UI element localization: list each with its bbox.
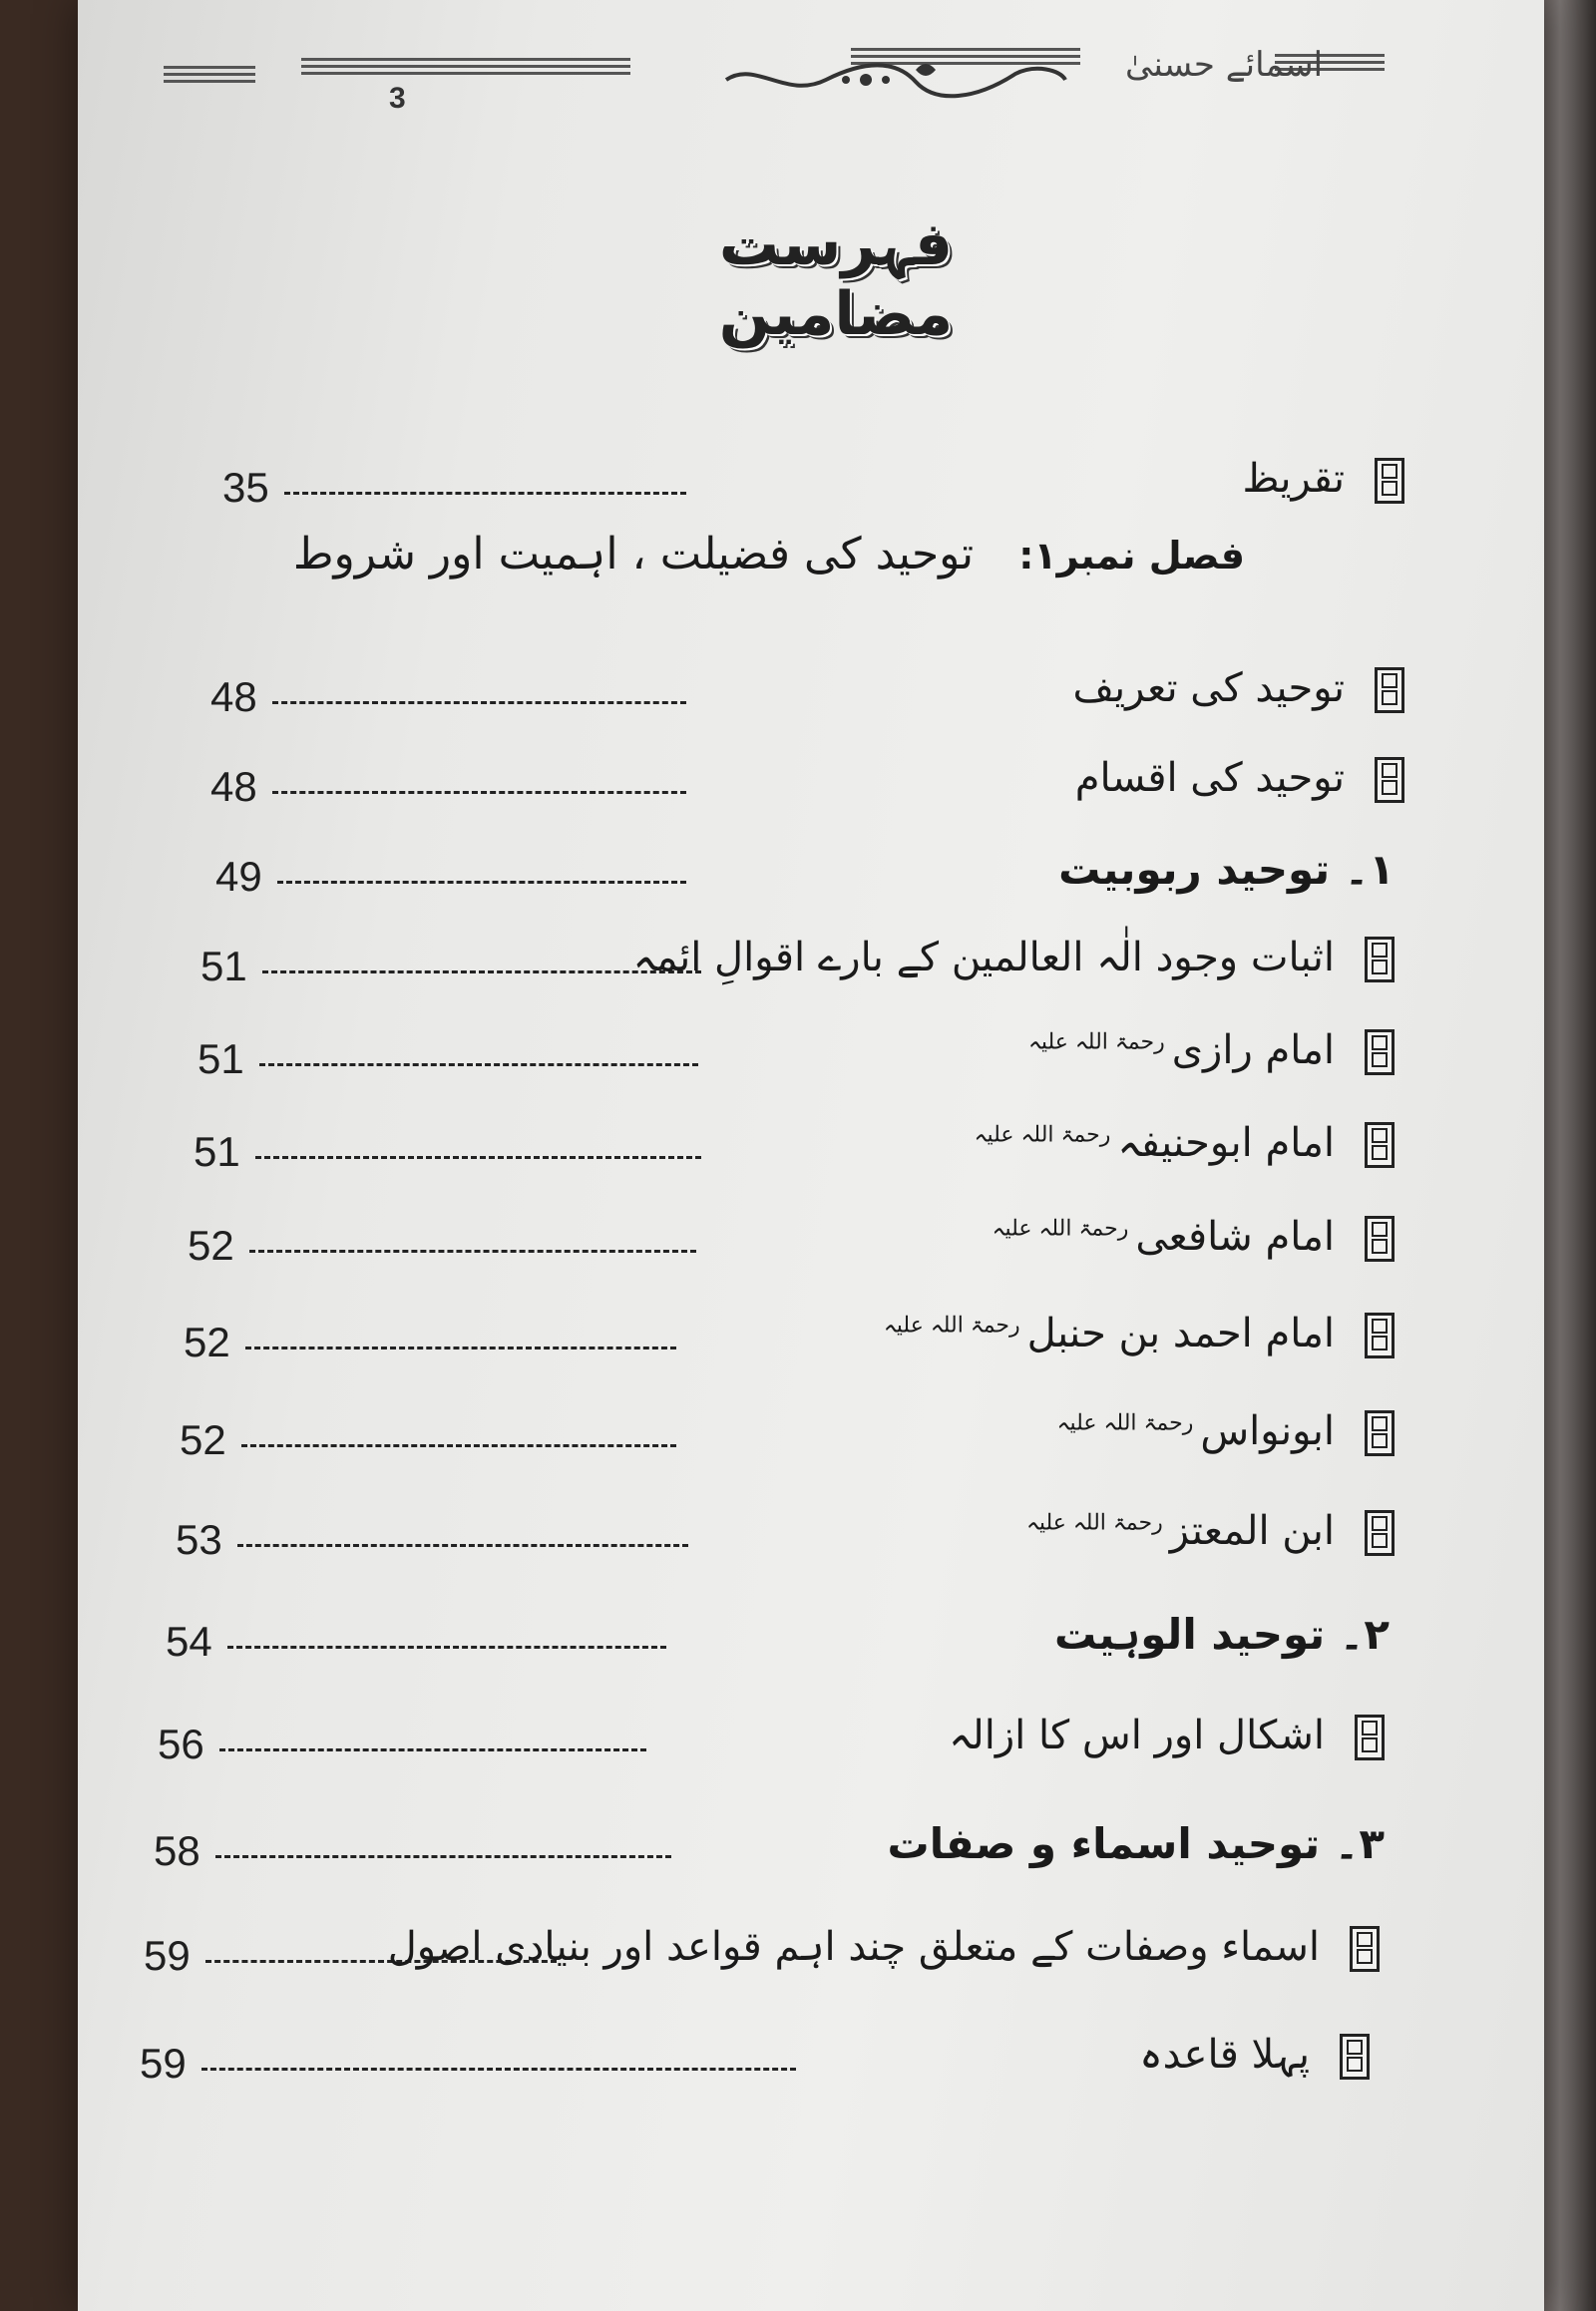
toc-leader-dots <box>272 701 686 704</box>
toc-entry-text: ابونواس <box>1200 1408 1335 1454</box>
honorific-text: رحمۃ اللہ علیہ <box>992 1216 1136 1242</box>
toc-entry-text: تقریظ <box>1242 456 1345 502</box>
header-rule-left <box>164 66 255 86</box>
toc-entry-text: اسماء وصفات کے متعلق چند اہم قواعد اور بنیادی اصول <box>387 1924 1320 1970</box>
toc-leader-dots <box>284 492 686 495</box>
toc-entry-label <box>975 1120 1335 1166</box>
toc-leader-dots <box>227 1646 666 1649</box>
bullet-box-icon <box>1365 937 1395 982</box>
bullet-box-icon <box>1355 1715 1385 1760</box>
toc-entry-text: امام احمد بن حنبل <box>1026 1311 1335 1356</box>
toc-entry-text: اشکال اور اس کا ازالہ <box>949 1713 1325 1758</box>
toc-leader-dots <box>201 2068 796 2071</box>
toc-entry-label <box>1073 665 1345 711</box>
toc-entry-label <box>1057 1408 1335 1454</box>
bullet-box-icon <box>1365 1122 1395 1168</box>
chapter-label: فصل نمبر۱: <box>1018 534 1245 578</box>
toc-leader-dots <box>259 1063 698 1066</box>
toc-leader-dots <box>249 1250 696 1253</box>
toc-entry-label <box>1054 1610 1390 1659</box>
bullet-box-icon <box>1365 1029 1395 1075</box>
chapter-heading <box>293 529 1245 579</box>
toc-page-number: 59 <box>144 1932 191 1979</box>
header-ornament-icon <box>716 50 1075 110</box>
toc-entry-text: پہلا قاعدہ <box>1139 2032 1310 2078</box>
toc-leader-dots <box>245 1347 676 1349</box>
toc-entry-label <box>1058 845 1395 894</box>
page-title: فہرست مضامین <box>718 209 954 349</box>
toc-page-number: 51 <box>194 1128 240 1175</box>
bullet-box-icon <box>1350 1926 1380 1972</box>
toc-entry-text: توحید کی اقسام <box>1074 755 1345 801</box>
honorific-text: رحمۃ اللہ علیہ <box>1025 1510 1170 1536</box>
toc-entry-text: ۲۔ توحید الوہیت <box>1054 1610 1390 1659</box>
chapter-title: توحید کی فضیلت ، اہمیت اور شروط <box>292 529 975 579</box>
toc-leader-dots <box>241 1444 676 1447</box>
toc-entry-text: ابن المعتز <box>1169 1508 1335 1554</box>
toc-entry-label <box>1242 456 1345 502</box>
bullet-box-icon <box>1375 757 1404 803</box>
toc-page-number: 51 <box>200 943 247 989</box>
toc-page-number: 49 <box>215 853 262 900</box>
toc-leader-dots <box>255 1156 701 1159</box>
bullet-box-icon <box>1365 1313 1395 1358</box>
bullet-box-icon <box>1375 458 1404 504</box>
toc-page-number: 56 <box>158 1721 204 1767</box>
toc-entry-text: امام ابوحنیفہ <box>1117 1120 1335 1166</box>
toc-entry-label <box>884 1311 1335 1356</box>
toc-entry-text: ۳۔ توحید اسماء و صفات <box>887 1819 1385 1868</box>
toc-page-number: 53 <box>176 1516 222 1563</box>
toc-page-number: 51 <box>198 1035 244 1082</box>
toc-entry-label <box>1075 755 1345 801</box>
toc-entry-text: امام رازی <box>1171 1027 1335 1073</box>
toc-page-number: 59 <box>140 2040 187 2087</box>
honorific-text: رحمۃ اللہ علیہ <box>883 1313 1027 1339</box>
toc-leader-dots <box>272 791 686 794</box>
toc-entry-label <box>1028 1027 1335 1073</box>
toc-entry-text: توحید کی تعریف <box>1072 665 1345 711</box>
toc-entry-label <box>887 1819 1385 1868</box>
bullet-box-icon <box>1365 1216 1395 1262</box>
honorific-text: رحمۃ اللہ علیہ <box>1056 1410 1201 1436</box>
bullet-box-icon <box>1365 1410 1395 1456</box>
toc-page-number: 35 <box>222 464 269 511</box>
toc-page-number: 54 <box>166 1618 212 1665</box>
toc-entry-text: ۱۔ توحید ربوبیت <box>1058 845 1395 894</box>
honorific-text: رحمۃ اللہ علیہ <box>1027 1029 1172 1055</box>
honorific-text: رحمۃ اللہ علیہ <box>974 1122 1118 1148</box>
toc-leader-dots <box>215 1855 671 1858</box>
toc-entry-text: امام شافعی <box>1135 1214 1335 1260</box>
bullet-box-icon <box>1375 667 1404 713</box>
toc-leader-dots <box>237 1544 688 1547</box>
toc-page-number: 48 <box>210 673 257 720</box>
toc-entry-label <box>633 935 1335 980</box>
toc-entry-label <box>993 1214 1335 1260</box>
toc-leader-dots <box>277 881 686 884</box>
toc-entry-label <box>949 1713 1325 1758</box>
bullet-box-icon <box>1340 2034 1370 2080</box>
bullet-box-icon <box>1365 1510 1395 1556</box>
running-head: اسمائے حسنیٰ <box>1125 45 1324 85</box>
toc-page-number: 58 <box>154 1827 200 1874</box>
header-rule-middle <box>301 58 630 78</box>
toc-leader-dots <box>219 1748 646 1751</box>
toc-page-number: 52 <box>188 1222 234 1269</box>
toc-entry-label <box>1026 1508 1335 1554</box>
toc-entry-text: اثبات وجود الٰہ العالمین کے بارے اقوالِ ائمہ <box>632 935 1335 980</box>
toc-page-number: 48 <box>210 763 257 810</box>
toc-entry-label <box>1139 2032 1310 2078</box>
toc-page-number: 52 <box>184 1319 230 1365</box>
toc-page-number: 52 <box>180 1416 226 1463</box>
page-number: 3 <box>389 82 406 115</box>
background-edge <box>1536 0 1596 2311</box>
book-page <box>78 0 1544 2311</box>
toc-entry-label <box>388 1924 1320 1970</box>
